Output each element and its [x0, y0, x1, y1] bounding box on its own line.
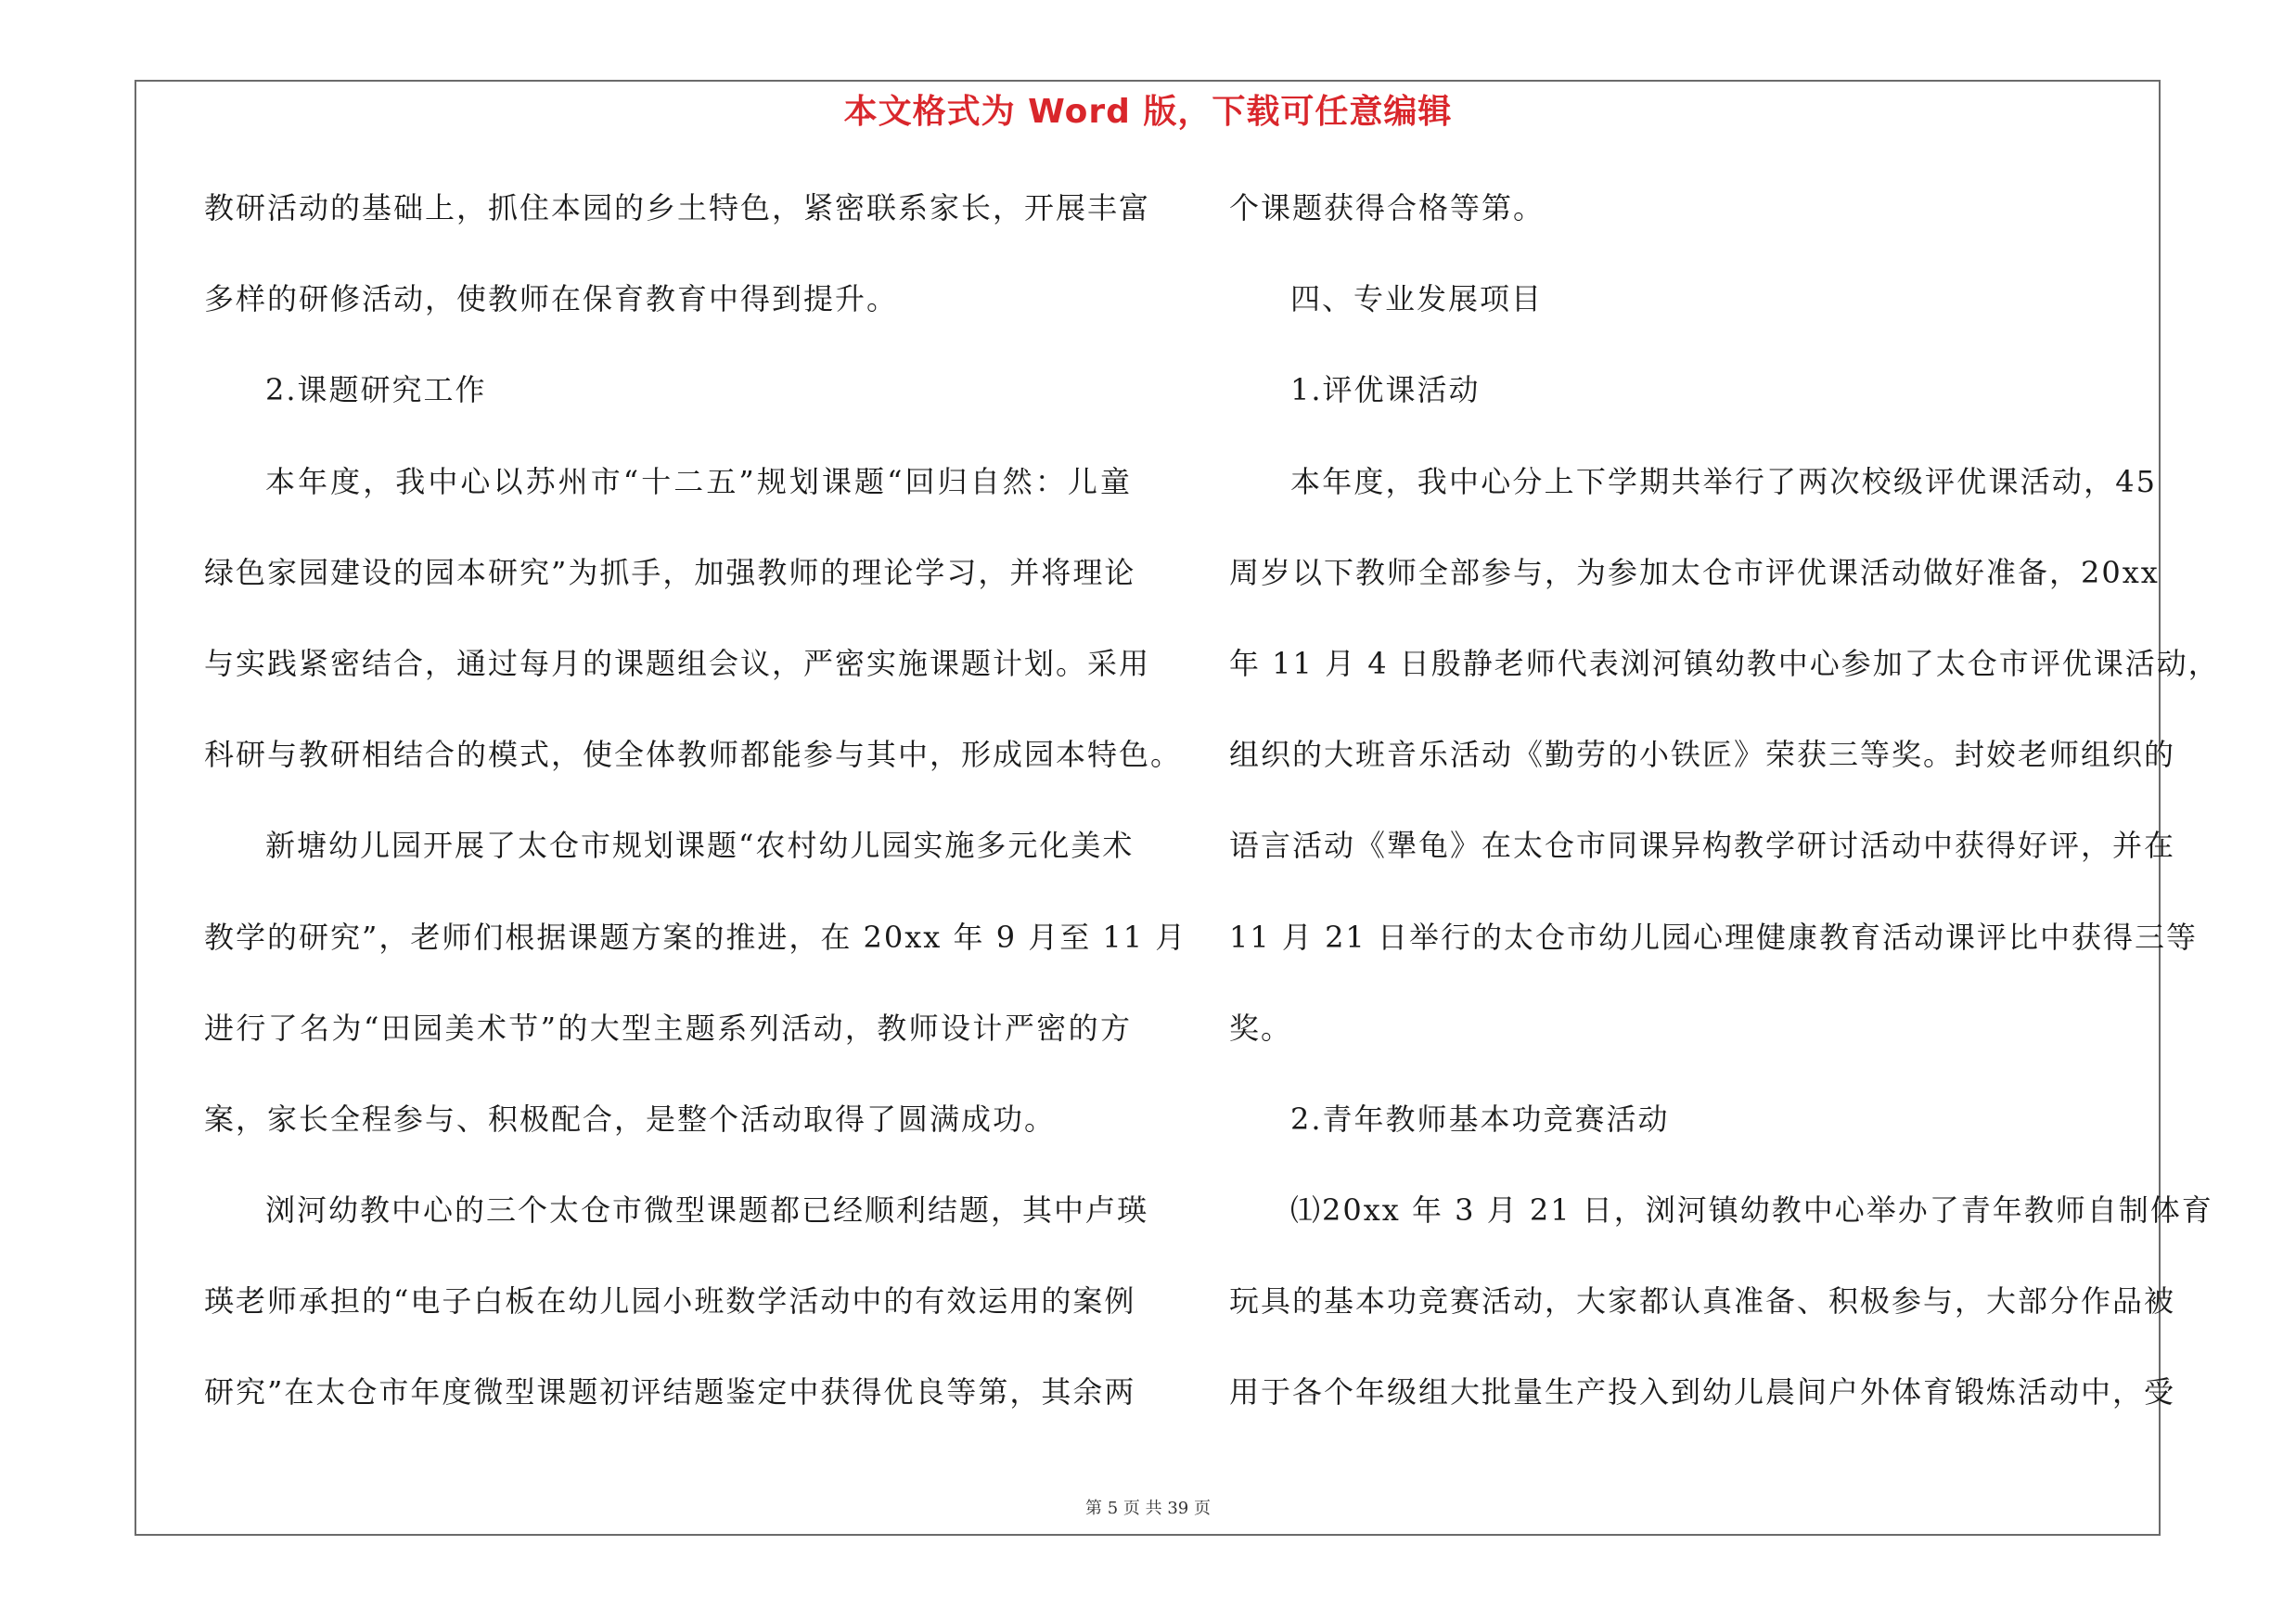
- section-heading: 四、专业发展项目: [1290, 281, 1544, 317]
- section-heading: 2.课题研究工作: [265, 372, 487, 408]
- paragraph-line: 案，家长全程参与、积极配合，是整个活动取得了圆满成功。: [204, 1101, 1057, 1137]
- paragraph-line: 组织的大班音乐活动《勤劳的小铁匠》荣获三等奖。封姣老师组织的: [1229, 737, 2176, 773]
- paragraph-line: 周岁以下教师全部参与，为参加太仓市评优课活动做好准备，20xx: [1229, 554, 2160, 590]
- left-column: [204, 178, 1187, 1454]
- right-column: [1229, 178, 2220, 1454]
- paragraph-line: 用于各个年级组大批量生产投入到幼儿晨间户外体育锻炼活动中，受: [1229, 1374, 2176, 1410]
- paragraph-line: 语言活动《犟龟》在太仓市同课异构教学研讨活动中获得好评，并在: [1229, 828, 2176, 864]
- paragraph-line: ⑴20xx 年 3 月 21 日，浏河镇幼教中心举办了青年教师自制体育: [1290, 1192, 2213, 1229]
- section-heading: 1.评优课活动: [1290, 372, 1481, 408]
- paragraph-line: 科研与教研相结合的模式，使全体教师都能参与其中，形成园本特色。: [204, 737, 1183, 773]
- paragraph-line: 进行了名为“田园美术节”的大型主题系列活动，教师设计严密的方: [204, 1010, 1132, 1046]
- paragraph-line: 绿色家园建设的园本研究”为抓手，加强教师的理论学习，并将理论: [204, 554, 1136, 590]
- paragraph-line: 本年度，我中心分上下学期共举行了两次校级评优课活动，45: [1290, 463, 2157, 499]
- paragraph-line: 新塘幼儿园开展了太仓市规划课题“农村幼儿园实施多元化美术: [265, 828, 1135, 864]
- word-format-banner: 本文格式为 Word 版，下载可任意编辑: [843, 93, 1453, 131]
- paragraph-line: 瑛老师承担的“电子白板在幼儿园小班数学活动中的有效运用的案例: [204, 1283, 1136, 1320]
- page-number-footer: 第 5 页 共 39 页: [1085, 1499, 1211, 1518]
- section-heading: 2.青年教师基本功竞赛活动: [1290, 1101, 1670, 1137]
- paragraph-line: 年 11 月 4 日殷静老师代表浏河镇幼教中心参加了太仓市评优课活动，: [1229, 645, 2220, 681]
- paragraph-line: 研究”在太仓市年度微型课题初评结题鉴定中获得优良等第，其余两: [204, 1374, 1136, 1410]
- paragraph-line: 本年度，我中心以苏州市“十二五”规划课题“回归自然：儿童: [265, 463, 1132, 499]
- paragraph-line: 11 月 21 日举行的太仓市幼儿园心理健康教育活动课评比中获得三等: [1229, 919, 2198, 955]
- paragraph-line: 玩具的基本功竞赛活动，大家都认真准备、积极参与，大部分作品被: [1229, 1283, 2176, 1320]
- paragraph-line: 与实践紧密结合，通过每月的课题组会议，严密实施课题计划。采用: [204, 645, 1151, 681]
- paragraph-line: 浏河幼教中心的三个太仓市微型课题都已经顺利结题，其中卢瑛: [265, 1192, 1149, 1229]
- paragraph-line: 教学的研究”，老师们根据课题方案的推进，在 20xx 年 9 月至 11 月: [204, 919, 1187, 955]
- paragraph-line: 教研活动的基础上，抓住本园的乡土特色，紧密联系家长，开展丰富: [204, 190, 1151, 225]
- paragraph-line: 多样的研修活动，使教师在保育教育中得到提升。: [204, 281, 899, 317]
- paragraph-line: 个课题获得合格等第。: [1229, 190, 1546, 225]
- paragraph-line: 奖。: [1229, 1010, 1293, 1046]
